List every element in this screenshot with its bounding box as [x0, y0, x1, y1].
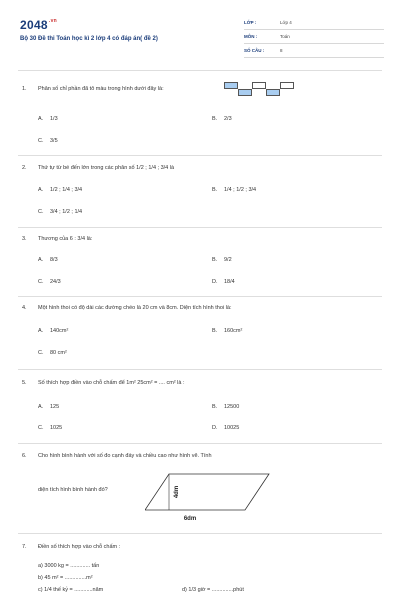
- parallelogram-shape: [145, 474, 269, 510]
- shaded-cell: [238, 89, 252, 96]
- divider: [18, 296, 382, 297]
- q5-option-a[interactable]: A. 125: [38, 404, 60, 410]
- logo: $2048^{.vn}$: [20, 18, 58, 32]
- empty-cell: [280, 82, 294, 89]
- shaded-cell: [224, 82, 238, 89]
- divider: [18, 443, 382, 444]
- divider: [18, 155, 382, 156]
- q1-option-a[interactable]: A. 1/3: [38, 116, 58, 122]
- q5-option-d[interactable]: D. 10025: [212, 425, 240, 431]
- q4-option-a[interactable]: A. 140cm²: [38, 328, 69, 334]
- q1-option-c[interactable]: C. 3/5: [38, 138, 58, 144]
- q3-option-d[interactable]: D. 18/4: [212, 279, 235, 285]
- meta-table: [244, 16, 384, 58]
- q3-option-a[interactable]: A. 8/3: [38, 257, 58, 263]
- q2-option-a[interactable]: A. 1/2 ; 1/4 ; 3/4: [38, 187, 83, 193]
- empty-cell: [252, 82, 266, 89]
- parallelogram-figure: [145, 470, 275, 526]
- meta-row-subject: MÔN : Toán: [244, 30, 384, 44]
- q7-line-d: d) 1/3 giờ = ..............phút: [182, 587, 244, 593]
- fraction-figure: [224, 82, 294, 98]
- q2-option-c[interactable]: C. 3/4 ; 1/2 ; 1/4: [38, 209, 83, 215]
- q2-option-b[interactable]: B. 1/4 ; 1/2 ; 3/4: [212, 187, 257, 193]
- divider: [18, 227, 382, 228]
- header: [18, 16, 382, 68]
- q4-option-c[interactable]: C. 80 cm²: [38, 350, 67, 356]
- shaded-cell: [266, 89, 280, 96]
- q7-line-a: a) 3000 kg = ............. tấn: [38, 563, 100, 569]
- q5-option-b[interactable]: B. 12500: [212, 404, 240, 410]
- q3-option-b[interactable]: B. 9/2: [212, 257, 232, 263]
- q3-option-c[interactable]: C. 24/3: [38, 279, 61, 285]
- q5-option-c[interactable]: C. 1025: [38, 425, 63, 431]
- q7-line-c: c) 1/4 thế kỷ = ............năm: [38, 587, 104, 593]
- divider: [18, 70, 382, 71]
- divider: [18, 533, 382, 534]
- divider: [18, 369, 382, 370]
- page: $2048^{.vn}$ Bộ 30 Đề thi Toán học kì 2 lớp 4 có đáp án( đề 2) LỚP : Lớp 4 MÔN : Toán SỐ CÂU : 8 1. Phân số chỉ phần đã tô màu trong hình dưới đây là: A. 1/3 B. 2/3 C. 3/5 2. Thứ tự từ bé đến lớn trong các phân số 1/2 ; 1/4 ; 3/4 là A. 1/2 ; 1/4 ; 3/4 B. 1/4 ; 1/2 ; 3/4 C. 3/4 ; 1/2 ; 1/4 3. Thương của 6 : 3/4 là: A. 8/3 B. 9/2 C. 24/3 D. 18/4 4. Một hình thoi có độ dài các đường chéo là 20 cm và 8cm. Diện tích hình thoi là: A. 140cm² B. 160cm² C. 80 cm² 5. Số thích hợp điền vào chỗ chấm để 1m² 25cm² = .... cm² là : A. 125 B. 12500 C. 1025 D. 10025 6. Cho hình bình hành với số đo cạnh đáy và chiều cao như hình vẽ. Tính diện tích hình bình hành đó? 4dm 6dm 7. Điền số thích hợp vào chỗ chấm : a) 3000 kg = ............. tấn b) 45 m² = ..............m² c) 1/4 thế kỷ = ............năm d) 1/3 giờ = ..............phút: [0, 0, 400, 600]
- height-label: 4dm: [174, 485, 180, 499]
- meta-row-count: SỐ CÂU : 8: [244, 44, 384, 58]
- q4-option-b[interactable]: B. 160cm²: [212, 328, 243, 334]
- q7-line-b: b) 45 m² = ..............m²: [38, 575, 93, 581]
- q1-option-b[interactable]: B. 2/3: [212, 116, 232, 122]
- base-label: 6dm: [183, 516, 197, 522]
- meta-row-class: LỚP : Lớp 4: [244, 16, 384, 30]
- doc-title: Bộ 30 Đề thi Toán học kì 2 lớp 4 có đáp án( đề 2): [20, 36, 158, 42]
